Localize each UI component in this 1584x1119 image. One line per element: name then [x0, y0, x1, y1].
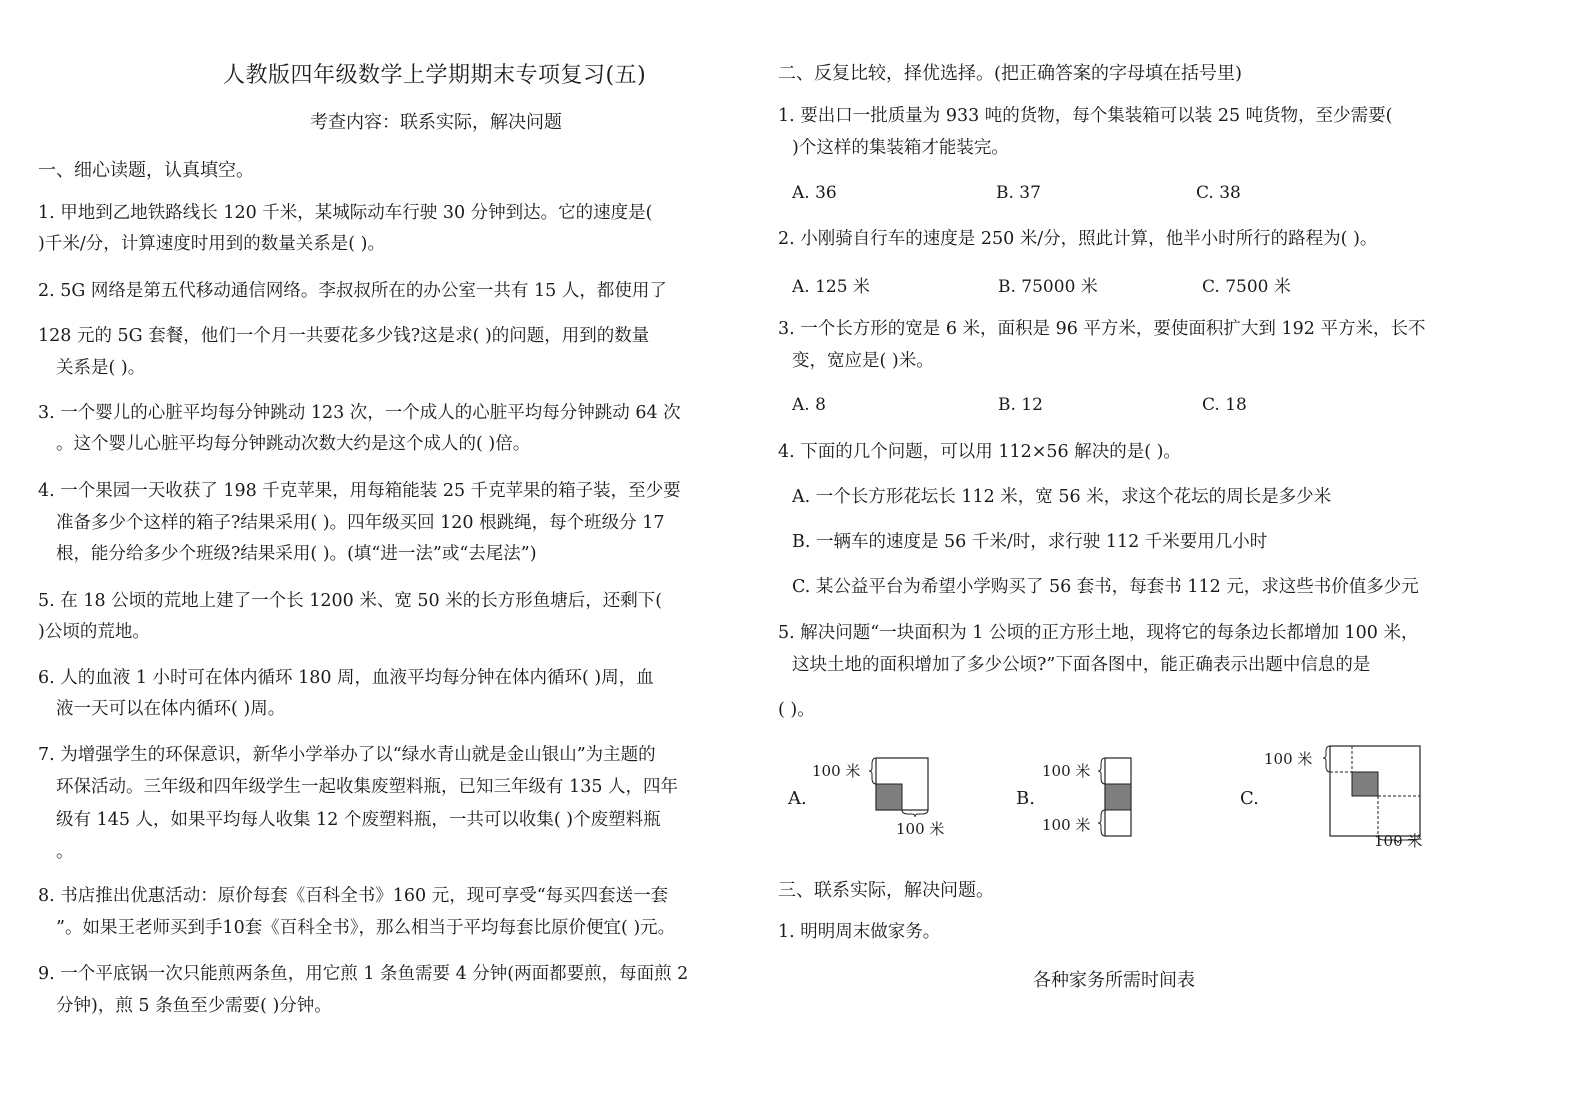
- figure-a-dim-bottom: 100 米: [896, 820, 945, 838]
- s2-q2-option-b: B. 75000 米: [998, 277, 1098, 297]
- s1-line: )公顷的荒地。: [38, 622, 150, 642]
- s1-line: 分钟)，煎 5 条鱼至少需要( )分钟。: [56, 996, 332, 1016]
- s2-q1-option-c: C. 38: [1196, 183, 1241, 203]
- s1-line: 。这个婴儿心脏平均每分钟跳动次数大约是这个成人的( )倍。: [56, 434, 531, 454]
- s3-q1-line: 1. 明明周末做家务。: [778, 922, 941, 942]
- page-subtitle: 考查内容：联系实际，解决问题: [310, 112, 562, 133]
- s2-q1-line: )个这样的集装箱才能装完。: [792, 138, 1009, 158]
- s1-line: 液一天可以在体内循环( )周。: [56, 699, 286, 719]
- s2-q5-line: ( )。: [778, 700, 815, 720]
- s2-q5-line: 5. 解决问题“一块面积为 1 公顷的正方形土地，现将它的每条边长都增加 100 米，: [778, 623, 1419, 643]
- figure-b-brace-top: [1098, 758, 1105, 784]
- s1-line: 级有 145 人，如果平均每人收集 12 个废塑料瓶，一共可以收集( )个废塑料瓶: [56, 810, 661, 830]
- s1-line: 2. 5G 网络是第五代移动通信网络。李叔叔所在的办公室一共有 15 人，都使用了: [38, 281, 667, 301]
- s1-line: 3. 一个婴儿的心脏平均每分钟跳动 123 次，一个成人的心脏平均每分钟跳动 64 次: [38, 403, 681, 423]
- figure-b-brace-bottom: [1098, 810, 1105, 836]
- s2-q4-option-a: A. 一个长方形花坛长 112 米，宽 56 米，求这个花坛的周长是多少米: [792, 487, 1332, 507]
- s2-q2-line: 2. 小刚骑自行车的速度是 250 米/分，照此计算，他半小时所行的路程为( )。: [778, 229, 1378, 249]
- figure-c-dim-bottom: 100 米: [1374, 832, 1423, 850]
- s2-q2-option-a: A. 125 米: [792, 277, 870, 297]
- s1-line: ”。如果王老师买到手10套《百科全书》，那么相当于平均每套比原价便宜( )元。: [56, 918, 676, 938]
- s1-line: 。: [56, 842, 74, 862]
- s2-q3-line: 变，宽应是( )米。: [792, 351, 934, 371]
- s2-q4-line: 4. 下面的几个问题，可以用 112×56 解决的是( )。: [778, 442, 1181, 462]
- figure-b-dim-top: 100 米: [1042, 762, 1091, 780]
- s2-q4-option-c: C. 某公益平台为希望小学购买了 56 套书，每套书 112 元，求这些书价值多少元: [792, 577, 1419, 597]
- figure-c-shaded: [1352, 772, 1378, 796]
- s1-line: 4. 一个果园一天收获了 198 千克苹果，用每箱能装 25 千克苹果的箱子装，至少要: [38, 481, 681, 501]
- figure-c-dim-left: 100 米: [1264, 750, 1313, 768]
- s1-line: 1. 甲地到乙地铁路线长 120 千米，某城际动车行驶 30 分钟到达。它的速度是(: [38, 203, 653, 223]
- s1-line: )千米/分，计算速度时用到的数量关系是( )。: [38, 234, 385, 254]
- figure-c-label: C.: [1240, 788, 1259, 809]
- s2-q3-line: 3. 一个长方形的宽是 6 米，面积是 96 平方米，要使面积扩大到 192 平方米，长不: [778, 319, 1426, 339]
- s1-line: 128 元的 5G 套餐，他们一个月一共要花多少钱?这是求( )的问题，用到的数量: [38, 326, 650, 346]
- s2-q2-option-c: C. 7500 米: [1202, 277, 1291, 297]
- figure-b-shaded: [1105, 784, 1131, 810]
- s2-q3-option-a: A. 8: [792, 395, 826, 415]
- figure-a-dim-left: 100 米: [812, 762, 861, 780]
- figure-a-label: A.: [788, 788, 807, 809]
- s2-q3-option-c: C. 18: [1202, 395, 1247, 415]
- section1-heading: 一、细心读题，认真填空。: [38, 160, 254, 181]
- figure-b-label: B.: [1016, 788, 1035, 809]
- figure-b: [1016, 758, 1131, 836]
- figure-a: [787, 758, 944, 838]
- s1-line: 9. 一个平底锅一次只能煎两条鱼，用它煎 1 条鱼需要 4 分钟(两面都要煎，每面煎 2: [38, 964, 689, 984]
- s1-line: 5. 在 18 公顷的荒地上建了一个长 1200 米、宽 50 米的长方形鱼塘后，还剩下(: [38, 591, 663, 611]
- s1-line: 8. 书店推出优惠活动：原价每套《百科全书》160 元，现可享受“每买四套送一套: [38, 886, 669, 906]
- table-title: 各种家务所需时间表: [1033, 970, 1195, 991]
- s1-line: 关系是( )。: [56, 358, 146, 378]
- section3-heading: 三、联系实际，解决问题。: [778, 880, 994, 901]
- s1-line: 准备多少个这样的箱子?结果采用( )。四年级买回 120 根跳绳，每个班级分 17: [56, 513, 665, 533]
- s2-q5-line: 这块土地的面积增加了多少公顷?”下面各图中，能正确表示出题中信息的是: [792, 655, 1371, 675]
- figure-a-brace-bottom: [902, 810, 928, 817]
- s2-q1-option-a: A. 36: [792, 183, 837, 203]
- s2-q1-option-b: B. 37: [996, 183, 1041, 203]
- figure-c: [1240, 746, 1422, 850]
- figure-a-brace: [869, 758, 876, 784]
- figure-b-dim-bottom: 100 米: [1042, 816, 1091, 834]
- s1-line: 根，能分给多少个班级?结果采用( )。(填“进一法”或“去尾法”): [56, 544, 537, 564]
- s2-q4-option-b: B. 一辆车的速度是 56 千米/时，求行驶 112 千米要用几小时: [792, 532, 1268, 552]
- q5-figures: [778, 738, 1498, 858]
- figure-a-shaded: [876, 784, 902, 810]
- s2-q3-option-b: B. 12: [998, 395, 1043, 415]
- page-title: 人教版四年级数学上学期期末专项复习(五): [223, 63, 647, 88]
- s1-line: 7. 为增强学生的环保意识，新华小学举办了以“绿水青山就是金山银山”为主题的: [38, 745, 656, 765]
- s1-line: 环保活动。三年级和四年级学生一起收集废塑料瓶，已知三年级有 135 人，四年: [56, 777, 679, 797]
- figure-c-brace-left: [1323, 746, 1330, 772]
- section2-heading: 二、反复比较，择优选择。(把正确答案的字母填在括号里): [778, 63, 1243, 84]
- s1-line: 6. 人的血液 1 小时可在体内循环 180 周，血液平均每分钟在体内循环( )周，血: [38, 668, 654, 688]
- s2-q1-line: 1. 要出口一批质量为 933 吨的货物，每个集装箱可以装 25 吨货物，至少需要(: [778, 106, 1393, 126]
